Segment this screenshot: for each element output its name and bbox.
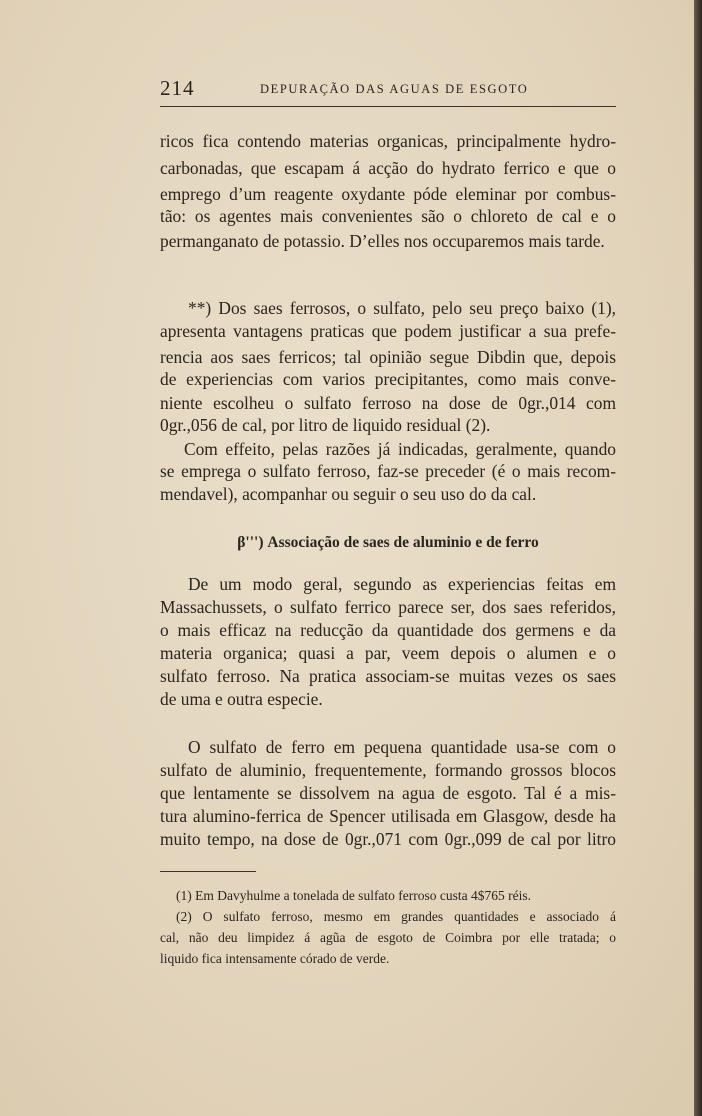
running-head: DEPURAÇÃO DAS AGUAS DE ESGOTO — [260, 82, 529, 96]
text-line: se emprega o sulfato ferroso, faz-se preceder (é o mais recom- — [160, 461, 616, 481]
text-line: muito tempo, na dose de 0gr.,071 com 0gr.,099 de cal por litro — [160, 829, 616, 849]
text-line: tão: os agentes mais convenientes são o chloreto de cal e o — [160, 206, 616, 226]
text-line: rencia aos saes ferricos; tal opinião segue Dibdin que, depois — [160, 347, 616, 367]
footnote-line: (2) O sulfato ferroso, mesmo em grandes quantidades e associado á — [176, 909, 616, 924]
text-line: De um modo geral, segundo as experiencias feitas em — [188, 574, 616, 594]
footnote-line: cal, não deu limpidez á agũa de esgoto de Coimbra por elle tratada; o — [160, 930, 616, 945]
text-line: Com effeito, pelas razões já indicadas, geralmente, quando — [184, 439, 616, 459]
text-line: de uma e outra especie. — [160, 689, 323, 709]
text-line: que lentamente se dissolvem na agua de esgoto. Tal é a mis- — [160, 783, 616, 803]
text-line: materia organica; quasi a par, veem depois o alumen e o — [160, 643, 616, 663]
text-line: carbonadas, que escapam á acção do hydrato ferrico e que o — [160, 158, 616, 178]
text-line: de experiencias com varios precipitantes, como mais conve- — [160, 369, 616, 389]
text-line: 0gr.,056 de cal, por litro de liquido residual (2). — [160, 415, 491, 435]
page-number: 214 — [160, 76, 195, 100]
text-line: mendavel), acompanhar ou seguir o seu uso do da cal. — [160, 484, 537, 504]
page-binding-edge — [694, 0, 702, 1116]
text-line: **) Dos saes ferrosos, o sulfato, pelo seu preço baixo (1), — [188, 298, 616, 318]
text-line: ricos fica contendo materias organicas, principalmente hydro- — [160, 131, 616, 151]
text-line: o mais efficaz na reducção da quantidade dos germens e da — [160, 620, 616, 640]
text-line: apresenta vantagens praticas que podem justificar a sua prefe- — [160, 321, 616, 341]
text-line: tura alumino-ferrica de Spencer utilisada em Glasgow, desde ha — [160, 806, 616, 826]
text-line: Massachussets, o sulfato ferrico parece ser, dos saes referidos, — [160, 597, 616, 617]
text-line: sulfato ferroso. Na pratica associam-se muitas vezes os saes — [160, 666, 616, 686]
footnote-line: liquido fica intensamente córado de verde. — [160, 951, 390, 966]
header-rule — [160, 106, 616, 107]
text-line: permanganato de potassio. D’elles nos occuparemos mais tarde. — [160, 231, 605, 251]
page-header — [160, 74, 616, 106]
text-line: niente escolheu o sulfato ferroso na dose de 0gr.,014 com — [160, 393, 616, 413]
text-line: O sulfato de ferro em pequena quantidade usa-se com o — [188, 737, 616, 757]
footnote-rule — [160, 871, 256, 872]
text-line: sulfato de aluminio, frequentemente, formando grossos blocos — [160, 760, 616, 780]
footnote-line: (1) Em Davyhulme a tonelada de sulfato ferroso custa 4$765 réis. — [176, 888, 532, 903]
text-line: emprego d’um reagente oxydante póde eleminar por combus- — [160, 184, 616, 204]
section-heading: β''') Associação de saes de aluminio e de ferro — [237, 534, 539, 551]
